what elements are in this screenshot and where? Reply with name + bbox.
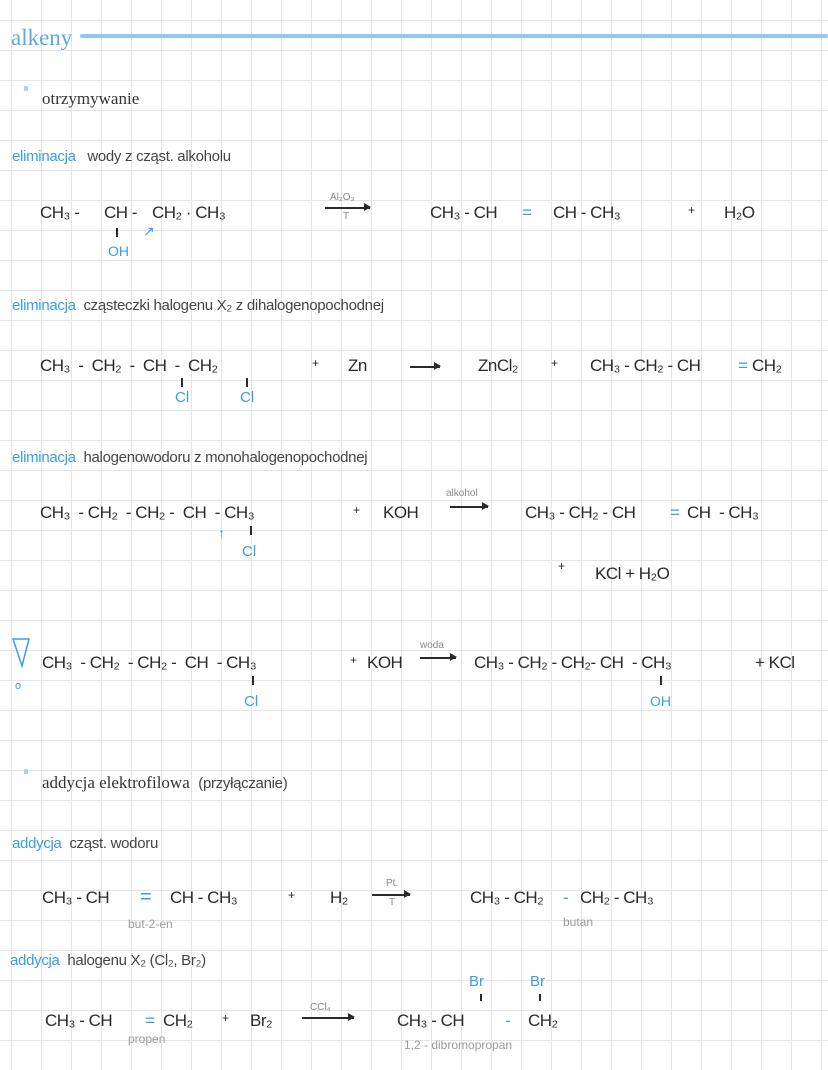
bullet-icon bbox=[24, 86, 28, 91]
compound-name: but-2-en bbox=[128, 917, 173, 931]
substituent: Br bbox=[530, 973, 545, 990]
plus: + bbox=[558, 559, 565, 573]
formula: Zn bbox=[348, 356, 367, 375]
formula: CH - bbox=[104, 203, 137, 222]
single-bond: - bbox=[563, 888, 569, 907]
arrow-up-icon: ↗ bbox=[143, 223, 155, 239]
formula: CH₃ - bbox=[40, 203, 80, 222]
formula: H₂ bbox=[330, 888, 348, 907]
heading-label: addycja bbox=[10, 952, 60, 969]
formula: CH₃ - CH bbox=[45, 1011, 113, 1030]
reaction-arrow bbox=[420, 657, 456, 659]
heading-desc: halogenowodoru z monohalogenopochodnej bbox=[83, 449, 368, 466]
condition: T bbox=[343, 211, 350, 222]
section-heading bbox=[42, 774, 287, 791]
substituent: Br bbox=[469, 973, 484, 990]
arrow-up-icon: ↑ bbox=[218, 525, 225, 541]
section-heading: otrzymywanie bbox=[42, 89, 140, 108]
formula: + KCl bbox=[755, 653, 795, 672]
double-bond: = bbox=[145, 1011, 155, 1030]
double-bond: = bbox=[738, 356, 748, 375]
formula: KOH bbox=[367, 653, 403, 672]
double-bond: = bbox=[670, 503, 680, 522]
heading-desc: wody z cząst. alkoholu bbox=[87, 148, 231, 165]
compound-name: propen bbox=[128, 1032, 166, 1046]
formula: CH₃ - CH bbox=[397, 1011, 465, 1030]
substituent: Cl bbox=[244, 693, 259, 710]
plus: + bbox=[688, 203, 695, 217]
formula: KOH bbox=[383, 503, 419, 522]
substituent: Cl bbox=[242, 543, 257, 560]
plus: + bbox=[222, 1011, 229, 1025]
page-title: alkeny bbox=[11, 25, 73, 50]
compound-name: butan bbox=[563, 915, 594, 929]
plus: + bbox=[350, 653, 357, 667]
condition: Pt. bbox=[386, 878, 399, 889]
formula: CH₃ - CH₂ - CH - CH₂ bbox=[40, 356, 218, 375]
heading-desc: cząsteczki halogenu X₂ z dihalogenopochodnej bbox=[83, 297, 384, 314]
compound-name: 1,2 - dibromopropan bbox=[404, 1038, 513, 1052]
bond bbox=[480, 994, 482, 1001]
warning-mark: o bbox=[15, 680, 22, 692]
double-bond: = bbox=[522, 203, 532, 222]
formula: ZnCl₂ bbox=[478, 356, 518, 375]
formula: CH₃ - CH₂ - CH₂ - CH - CH₃ bbox=[40, 503, 255, 522]
plus: + bbox=[353, 503, 360, 517]
reaction-heading bbox=[12, 450, 367, 465]
formula: CH₂ bbox=[163, 1011, 193, 1030]
formula: CH - CH₃ bbox=[170, 888, 238, 907]
formula: CH₂ bbox=[528, 1011, 558, 1030]
formula: H₂O bbox=[724, 203, 755, 222]
substituent: OH bbox=[108, 243, 129, 259]
plus: + bbox=[312, 356, 319, 370]
formula: CH₂ - CH₃ bbox=[580, 888, 654, 907]
reaction-arrow bbox=[372, 894, 410, 896]
reaction-arrow bbox=[325, 207, 370, 209]
substituent: Cl bbox=[240, 389, 255, 406]
formula: CH₃ - CH₂ - CH bbox=[590, 356, 701, 375]
bullet-icon bbox=[24, 769, 28, 774]
section-title: addycja elektrofilowa bbox=[42, 773, 190, 792]
bond bbox=[252, 676, 254, 685]
condition: Al₂O₃ bbox=[330, 192, 355, 203]
section-note: (przyłączanie) bbox=[198, 775, 288, 792]
formula: CH₃ - CH₂ - CH₂ - CH - CH₃ bbox=[42, 653, 257, 672]
condition: CCl₄ bbox=[310, 1002, 331, 1013]
heading-label: eliminacja bbox=[12, 148, 76, 165]
heading-desc: cząst. wodoru bbox=[69, 835, 159, 852]
plus: + bbox=[288, 888, 295, 902]
bond bbox=[116, 228, 118, 237]
single-bond: - bbox=[505, 1011, 511, 1030]
heading-label: eliminacja bbox=[12, 449, 76, 466]
bond bbox=[539, 994, 541, 1001]
double-bond: = bbox=[140, 886, 152, 908]
substituent: OH bbox=[650, 693, 671, 709]
title-underline bbox=[80, 34, 828, 38]
formula: CH₃ - CH₂ bbox=[470, 888, 544, 907]
formula: CH₃ - CH bbox=[42, 888, 110, 907]
bond bbox=[181, 378, 183, 387]
substituent: Cl bbox=[175, 389, 190, 406]
plus: + bbox=[551, 356, 558, 370]
formula: CH₃ - CH₂ - CH₂- CH - CH₃ bbox=[474, 653, 672, 672]
reaction-arrow bbox=[302, 1017, 354, 1019]
formula: KCl + H₂O bbox=[595, 564, 670, 583]
formula: CH₂ · CH₃ bbox=[152, 203, 226, 222]
bond bbox=[246, 378, 248, 387]
reaction-heading bbox=[12, 298, 384, 313]
bond bbox=[660, 676, 662, 685]
reaction-arrow bbox=[410, 366, 440, 368]
reaction-heading bbox=[12, 836, 158, 851]
condition: T bbox=[389, 897, 396, 908]
heading-label: eliminacja bbox=[12, 297, 76, 314]
formula: CH - CH₃ bbox=[553, 203, 621, 222]
reaction-heading bbox=[10, 953, 206, 968]
formula: Br₂ bbox=[250, 1011, 273, 1030]
reaction-arrow bbox=[450, 506, 488, 508]
formula: CH₃ - CH bbox=[430, 203, 498, 222]
warning-icon bbox=[12, 638, 30, 676]
formula: CH₃ - CH₂ - CH bbox=[525, 503, 636, 522]
heading-label: addycja bbox=[12, 835, 62, 852]
condition: alkohol bbox=[446, 488, 478, 499]
heading-desc: halogenu X₂ (Cl₂, Br₂) bbox=[67, 952, 206, 969]
formula: CH - CH₃ bbox=[687, 503, 759, 522]
reaction-heading bbox=[12, 149, 231, 164]
condition: woda bbox=[420, 640, 444, 651]
formula: CH₂ bbox=[752, 356, 782, 375]
bond bbox=[250, 526, 252, 535]
